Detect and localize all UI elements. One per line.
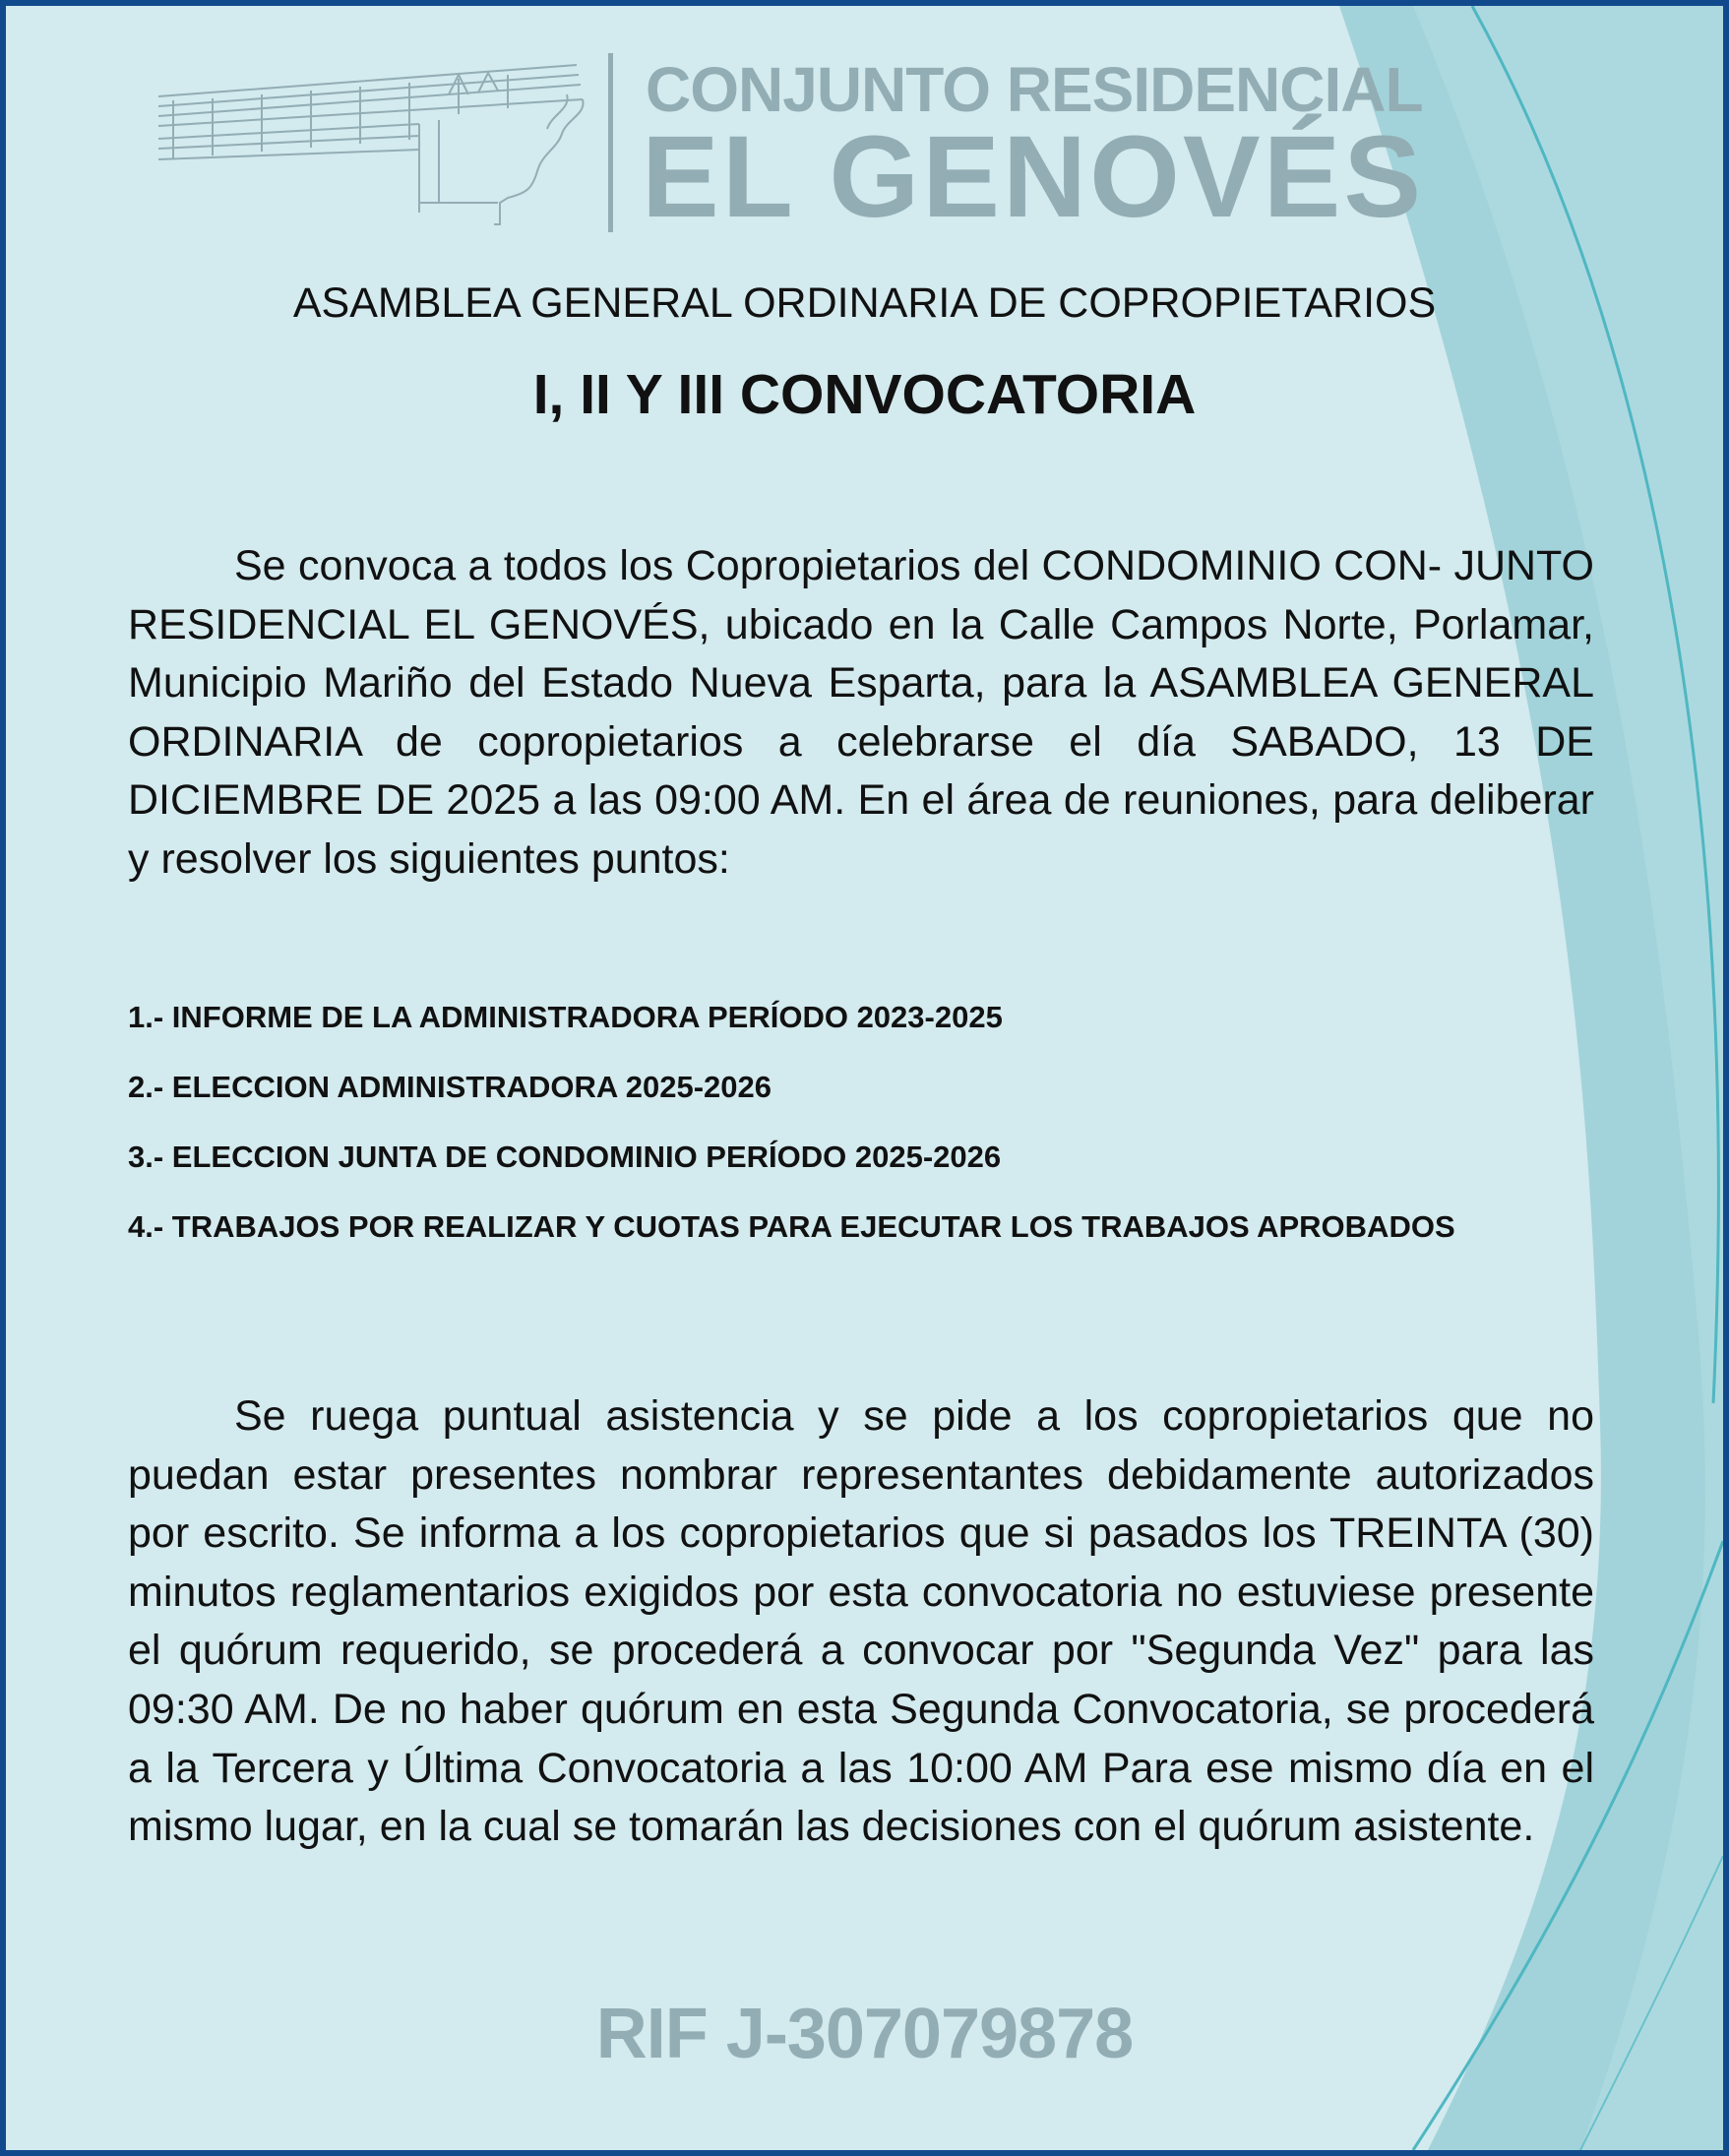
document-page bbox=[6, 6, 1723, 2150]
document-title: I, II Y III CONVOCATORIA bbox=[532, 363, 1197, 426]
document-subtitle: ASAMBLEA GENERAL ORDINARIA DE COPROPIETARIOS bbox=[292, 279, 1437, 327]
agenda-item: 4.- TRABAJOS POR REALIZAR Y CUOTAS PARA EJECUTAR LOS TRABAJOS APROBADOS bbox=[128, 1209, 1455, 1244]
agenda-list bbox=[128, 994, 1594, 1273]
logo-divider bbox=[608, 53, 613, 232]
logo-line2: EL GENOVÉS bbox=[642, 112, 1425, 242]
attendance-paragraph: Se ruega puntual asistencia y se pide a los copropietarios que no puedan estar presentes nombrar representantes debidamente autorizados por escrito. Se informa a los copropietarios que si pasados los TREINTA (30) minutos reglamentarios exigidos por esta convocatoria no estuviese presente el quórum requerido, se procederá a convocar por "Segunda Vez" para las 09:30 AM. De no haber quórum en esta Segunda Convocatoria, se procederá a la Tercera y Última Convocatoria a las 10:00 AM Para ese mismo día en el mismo lugar, en la cual se tomarán las decisiones con el quórum asistente. bbox=[128, 1392, 1594, 1851]
agenda-item: 2.- ELECCION ADMINISTRADORA 2025-2026 bbox=[128, 1070, 772, 1104]
agenda-item: 3.- ELECCION JUNTA DE CONDOMINIO PERÍODO 2025-2026 bbox=[128, 1140, 1002, 1174]
rif-number: RIF J-307079878 bbox=[595, 1995, 1134, 2073]
logo-line1: CONJUNTO RESIDENCIAL bbox=[646, 54, 1423, 125]
intro-paragraph: Se convoca a todos los Copropietarios del CONDOMINIO CON- JUNTO RESIDENCIAL EL GENOVÉS, ubicado en la Calle Campos Norte, Porlamar, Municipio Mariño del Estado Nueva Esparta, para la ASAMBLEA GENERAL ORDINARIA de copropietarios a celebrarse el día SABADO, 13 DE DICIEMBRE DE 2025 a las 09:00 AM. En el área de reuniones, para deliberar y resolver los siguientes puntos: bbox=[128, 542, 1594, 883]
building-roof-sketch-icon bbox=[154, 55, 616, 232]
logo bbox=[154, 45, 1425, 242]
agenda-item: 1.- INFORME DE LA ADMINISTRADORA PERÍODO 2023-2025 bbox=[128, 1000, 1003, 1034]
